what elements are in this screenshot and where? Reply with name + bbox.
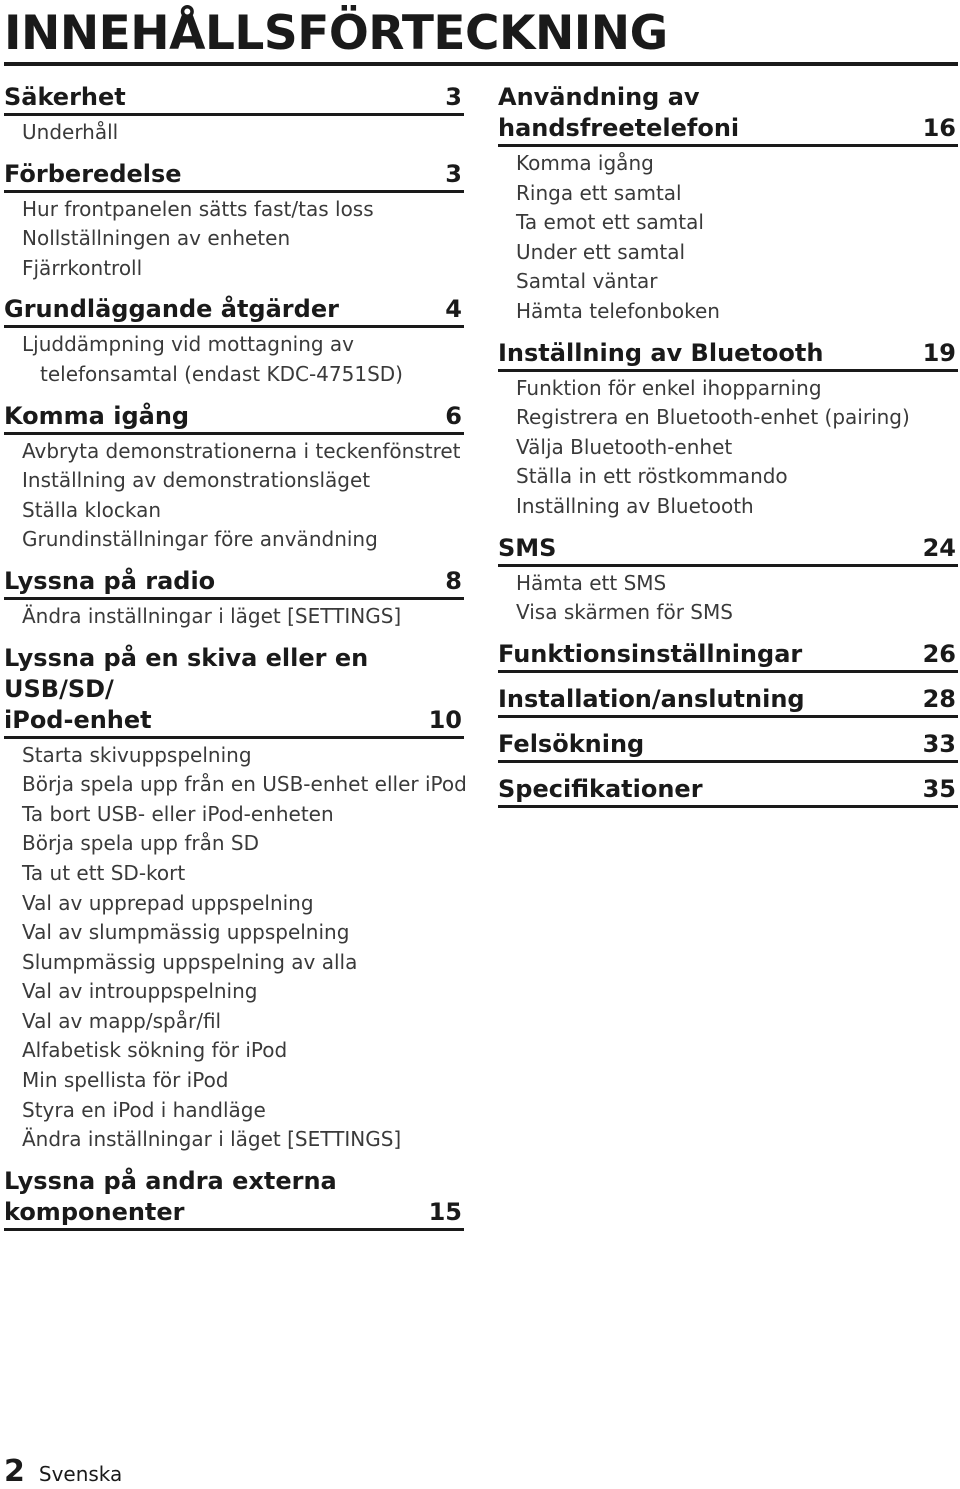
toc-section <box>4 1166 464 1231</box>
toc-item[interactable]: Ta bort USB- eller iPod-enheten <box>22 801 334 826</box>
toc-section <box>4 566 464 632</box>
section-title: Inställning av Bluetooth <box>498 338 824 367</box>
toc-section-heading[interactable] <box>4 1166 464 1231</box>
toc-section-heading[interactable] <box>4 82 464 116</box>
toc-item[interactable]: Val av slumpmässig uppspelning <box>22 920 350 945</box>
toc-item-list <box>4 602 464 632</box>
section-page-number: 15 <box>428 1197 462 1226</box>
page-footer <box>4 1454 122 1489</box>
toc-item[interactable]: Starta skivuppspelning <box>22 742 252 767</box>
toc-item-list <box>498 149 958 327</box>
toc-section-heading[interactable] <box>4 159 464 193</box>
section-title: Specifikationer <box>498 774 703 803</box>
section-title: Grundläggande åtgärder <box>4 295 339 324</box>
toc-item[interactable]: Min spellista för iPod <box>22 1068 229 1093</box>
toc-item[interactable]: Ställa in ett röstkommando <box>516 464 788 489</box>
toc-item[interactable]: Samtal väntar <box>516 269 658 294</box>
section-title: Säkerhet <box>4 83 126 111</box>
toc-section-heading[interactable] <box>498 639 958 673</box>
section-page-number: 28 <box>922 684 956 713</box>
toc-item[interactable]: telefonsamtal (endast KDC-4751SD) <box>40 361 403 386</box>
toc-item[interactable]: Avbryta demonstrationerna i teckenfönstret <box>22 438 461 463</box>
toc-item[interactable]: Fjärrkontroll <box>22 255 143 280</box>
toc-item[interactable]: Hämta ett SMS <box>516 570 667 595</box>
toc-section-heading[interactable] <box>498 338 958 372</box>
toc-item[interactable]: Börja spela upp från en USB-enhet eller iPod <box>22 772 467 797</box>
toc-item-list <box>4 741 467 1155</box>
title-rule <box>4 62 958 66</box>
section-title: Installation/anslutning <box>498 684 805 713</box>
toc-section-heading[interactable] <box>4 294 464 328</box>
toc-item[interactable]: Ringa ett samtal <box>516 180 682 205</box>
toc-item[interactable]: Val av upprepad uppspelning <box>22 890 314 915</box>
toc-section <box>4 294 464 389</box>
section-title: Lyssna på andra externa komponenter <box>4 1166 337 1226</box>
toc-left-column <box>4 82 467 1242</box>
toc-section <box>498 639 958 673</box>
section-title: Förberedelse <box>4 159 182 188</box>
section-title: Funktionsinställningar <box>498 639 803 668</box>
toc-item-list <box>4 437 464 555</box>
toc-item[interactable]: Grundinställningar före användning <box>22 527 378 552</box>
section-page-number: 3 <box>445 83 462 111</box>
toc-item[interactable]: Funktion för enkel ihopparning <box>516 375 822 400</box>
footer-page-number: 2 <box>4 1454 25 1489</box>
toc-item[interactable]: Visa skärmen för SMS <box>516 600 733 625</box>
section-page-number: 16 <box>922 114 956 142</box>
toc-section <box>498 338 958 522</box>
toc-item[interactable]: Under ett samtal <box>516 239 686 264</box>
section-page-number: 33 <box>922 729 956 758</box>
section-title: Lyssna på radio <box>4 566 216 595</box>
section-page-number: 24 <box>922 533 956 562</box>
toc-section-heading[interactable] <box>498 533 958 567</box>
toc-item[interactable]: Ljuddämpning vid mottagning av <box>22 332 355 357</box>
toc-item-list <box>498 374 958 522</box>
toc-item[interactable]: Hämta telefonboken <box>516 298 720 323</box>
toc-item[interactable]: Börja spela upp från SD <box>22 831 260 856</box>
toc-section-heading[interactable] <box>498 774 958 808</box>
section-title: Komma igång <box>4 401 190 430</box>
section-title: SMS <box>498 533 557 562</box>
toc-section <box>498 774 958 808</box>
toc-section-heading[interactable] <box>4 643 464 739</box>
toc-item[interactable]: Ändra inställningar i läget [SETTINGS] <box>22 1127 402 1152</box>
toc-item[interactable]: Registrera en Bluetooth-enhet (pairing) <box>516 405 910 430</box>
section-page-number: 26 <box>922 639 956 668</box>
toc-item[interactable]: Inställning av Bluetooth <box>516 493 754 518</box>
toc-section-heading[interactable] <box>498 82 958 147</box>
toc-item[interactable]: Komma igång <box>516 151 654 175</box>
toc-item[interactable]: Ta ut ett SD-kort <box>22 860 186 885</box>
toc-section-heading[interactable] <box>498 729 958 763</box>
toc-section-heading[interactable] <box>4 401 464 435</box>
toc-item[interactable]: Ta emot ett samtal <box>516 210 704 235</box>
section-title: Lyssna på en skiva eller en USB/SD/ iPod-enhet <box>4 643 369 734</box>
toc-section <box>4 159 464 284</box>
toc-item[interactable]: Ställa klockan <box>22 497 162 522</box>
toc-item-list <box>498 569 958 628</box>
section-page-number: 19 <box>922 338 956 367</box>
section-page-number: 35 <box>922 774 956 803</box>
section-page-number: 6 <box>445 401 462 430</box>
toc-section <box>4 643 467 1155</box>
toc-right-column <box>498 82 958 819</box>
footer-language: Svenska <box>38 1462 123 1486</box>
toc-item[interactable]: Underhåll <box>22 120 119 144</box>
toc-section <box>4 401 464 555</box>
toc-item[interactable]: Ändra inställningar i läget [SETTINGS] <box>22 603 402 628</box>
toc-item[interactable]: Val av introuppspelning <box>22 979 258 1004</box>
toc-section <box>498 82 958 327</box>
toc-item[interactable]: Alfabetisk sökning för iPod <box>22 1038 288 1063</box>
section-page-number: 3 <box>445 159 462 188</box>
toc-item-list <box>4 118 464 148</box>
toc-item-list <box>4 330 464 389</box>
toc-item-list <box>4 195 464 284</box>
section-page-number: 4 <box>445 295 462 324</box>
toc-item[interactable]: Styra en iPod i handläge <box>22 1097 266 1122</box>
toc-item[interactable]: Nollställningen av enheten <box>22 226 291 251</box>
toc-section <box>498 533 958 628</box>
section-title: Felsökning <box>498 729 645 758</box>
section-title: Användning av handsfreetelefoni <box>498 83 740 142</box>
page-title: INNEHÅLLSFÖRTECKNING <box>4 6 668 61</box>
toc-item[interactable]: Slumpmässig uppspelning av alla <box>22 949 358 974</box>
toc-section <box>4 82 464 148</box>
toc-item[interactable]: Val av mapp/spår/fil <box>22 1008 222 1033</box>
toc-section-heading[interactable] <box>4 566 464 600</box>
toc-section <box>498 684 958 718</box>
section-page-number: 8 <box>445 566 462 595</box>
toc-item[interactable]: Välja Bluetooth-enhet <box>516 434 733 459</box>
toc-section <box>498 729 958 763</box>
toc-section-heading[interactable] <box>498 684 958 718</box>
toc-item[interactable]: Inställning av demonstrationsläget <box>22 468 371 493</box>
toc-item[interactable]: Hur frontpanelen sätts fast/tas loss <box>22 196 374 221</box>
section-page-number: 10 <box>428 705 462 734</box>
